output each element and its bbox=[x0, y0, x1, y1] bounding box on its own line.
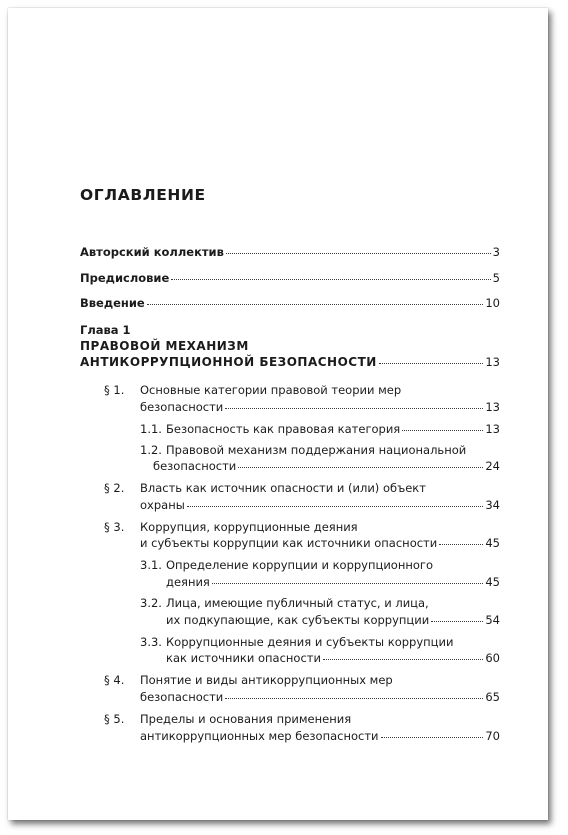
subsection-number: 3.1. bbox=[140, 558, 162, 572]
chapter-title-line2: АНТИКОРРУПЦИОННОЙ БЕЗОПАСНОСТИ bbox=[80, 355, 377, 369]
subsection-number: 3.3. bbox=[140, 635, 162, 649]
toc-page-number: 34 bbox=[485, 498, 500, 512]
subsection-title-line2: как источники опасности bbox=[166, 651, 321, 665]
toc-entry-label: Введение bbox=[80, 296, 145, 310]
toc-page-number: 13 bbox=[485, 422, 500, 436]
toc-entry-section-5[interactable] bbox=[140, 728, 500, 744]
leader-dots bbox=[323, 658, 483, 660]
leader-dots bbox=[225, 407, 483, 409]
toc-page-number: 3 bbox=[492, 245, 500, 259]
toc-page-number: 70 bbox=[485, 729, 500, 743]
section-number: § 1. bbox=[104, 383, 125, 397]
section-title-line1: Основные категории правовой теории мер bbox=[140, 383, 402, 397]
toc-entry-chapter-1[interactable] bbox=[80, 354, 500, 370]
toc-page-number: 45 bbox=[485, 536, 500, 550]
leader-dots bbox=[225, 697, 483, 699]
section-title-line2: и субъекты коррупции как источники опасности bbox=[140, 536, 438, 550]
section-title-line1: Власть как источник опасности и (или) объект bbox=[140, 481, 426, 495]
section-title-line2: безопасности bbox=[140, 690, 224, 704]
chapter-title-line1: ПРАВОВОЙ МЕХАНИЗМ bbox=[80, 339, 249, 353]
toc-entry-subsection-3-2[interactable] bbox=[166, 612, 500, 628]
leader-dots bbox=[226, 252, 491, 254]
leader-dots bbox=[402, 429, 483, 431]
toc-entry-label: Авторский коллектив bbox=[80, 245, 224, 259]
leader-dots bbox=[379, 362, 484, 364]
leader-dots bbox=[212, 582, 484, 584]
toc-entry-subsection-1-1[interactable] bbox=[166, 421, 500, 437]
section-title-line2: антикоррупционных мер безопасности bbox=[140, 729, 379, 743]
toc-entry-section-4[interactable] bbox=[140, 689, 500, 705]
leader-dots bbox=[147, 303, 484, 305]
leader-dots bbox=[171, 278, 490, 280]
toc-page-number: 10 bbox=[485, 296, 500, 310]
toc-entry-subsection-1-2[interactable] bbox=[153, 458, 500, 474]
subsection-title-line1: Коррупционные деяния и субъекты коррупции bbox=[166, 635, 454, 649]
toc-entry-label: Предисловие bbox=[80, 271, 170, 285]
toc-page-number: 45 bbox=[485, 575, 500, 589]
subsection-title-line1: Определение коррупции и коррупционного bbox=[166, 558, 433, 572]
toc-entry-section-3[interactable] bbox=[140, 535, 500, 551]
leader-dots bbox=[439, 543, 483, 545]
leader-dots bbox=[381, 736, 484, 738]
toc-page-number: 60 bbox=[485, 651, 500, 665]
toc-entry-authors[interactable] bbox=[80, 244, 500, 260]
section-title-line1: Понятие и виды антикоррупционных мер bbox=[140, 673, 393, 687]
section-title-line2: охраны bbox=[140, 498, 185, 512]
toc-entry-section-1[interactable] bbox=[140, 399, 500, 415]
toc-entry-subsection-3-3[interactable] bbox=[166, 650, 500, 666]
subsection-title-line1: Лица, имеющие публичный статус, и лица, bbox=[166, 596, 429, 610]
leader-dots bbox=[187, 505, 484, 507]
chapter-label: Глава 1 bbox=[80, 323, 131, 337]
section-number: § 2. bbox=[104, 481, 125, 495]
toc-page-number: 54 bbox=[485, 613, 500, 627]
section-title-line1: Коррупция, коррупционные деяния bbox=[140, 520, 358, 534]
toc-entry-section-2[interactable] bbox=[140, 497, 500, 513]
subsection-title-line2: их подкупающие, как субъекты коррупции bbox=[166, 613, 430, 627]
toc-entry-subsection-3-1[interactable] bbox=[166, 574, 500, 590]
section-number: § 3. bbox=[104, 520, 125, 534]
subsection-title-line1: Правовой механизм поддержания национальной bbox=[166, 443, 467, 457]
toc-entry-introduction[interactable] bbox=[80, 295, 500, 311]
section-number: § 5. bbox=[104, 712, 125, 726]
subsection-number: 1.2. bbox=[140, 443, 162, 457]
section-number: § 4. bbox=[104, 673, 125, 687]
leader-dots bbox=[238, 466, 483, 468]
subsection-number: 1.1. bbox=[140, 422, 162, 436]
subsection-title-line2: деяния bbox=[166, 575, 210, 589]
book-page bbox=[8, 8, 548, 820]
section-title-line2: безопасности bbox=[140, 400, 224, 414]
leader-dots bbox=[431, 620, 483, 622]
toc-page-number: 65 bbox=[485, 690, 500, 704]
toc-page-number: 13 bbox=[485, 400, 500, 414]
subsection-number: 3.2. bbox=[140, 596, 162, 610]
toc-entry-preface[interactable] bbox=[80, 270, 500, 286]
toc-page-number: 13 bbox=[485, 355, 500, 369]
toc-page-number: 24 bbox=[485, 459, 500, 473]
subsection-title: Безопасность как правовая категория bbox=[166, 422, 401, 436]
section-title-line1: Пределы и основания применения bbox=[140, 712, 352, 726]
subsection-title-line2: безопасности bbox=[153, 459, 237, 473]
toc-title: ОГЛАВЛЕНИЕ bbox=[80, 186, 206, 204]
toc-page-number: 5 bbox=[492, 271, 500, 285]
